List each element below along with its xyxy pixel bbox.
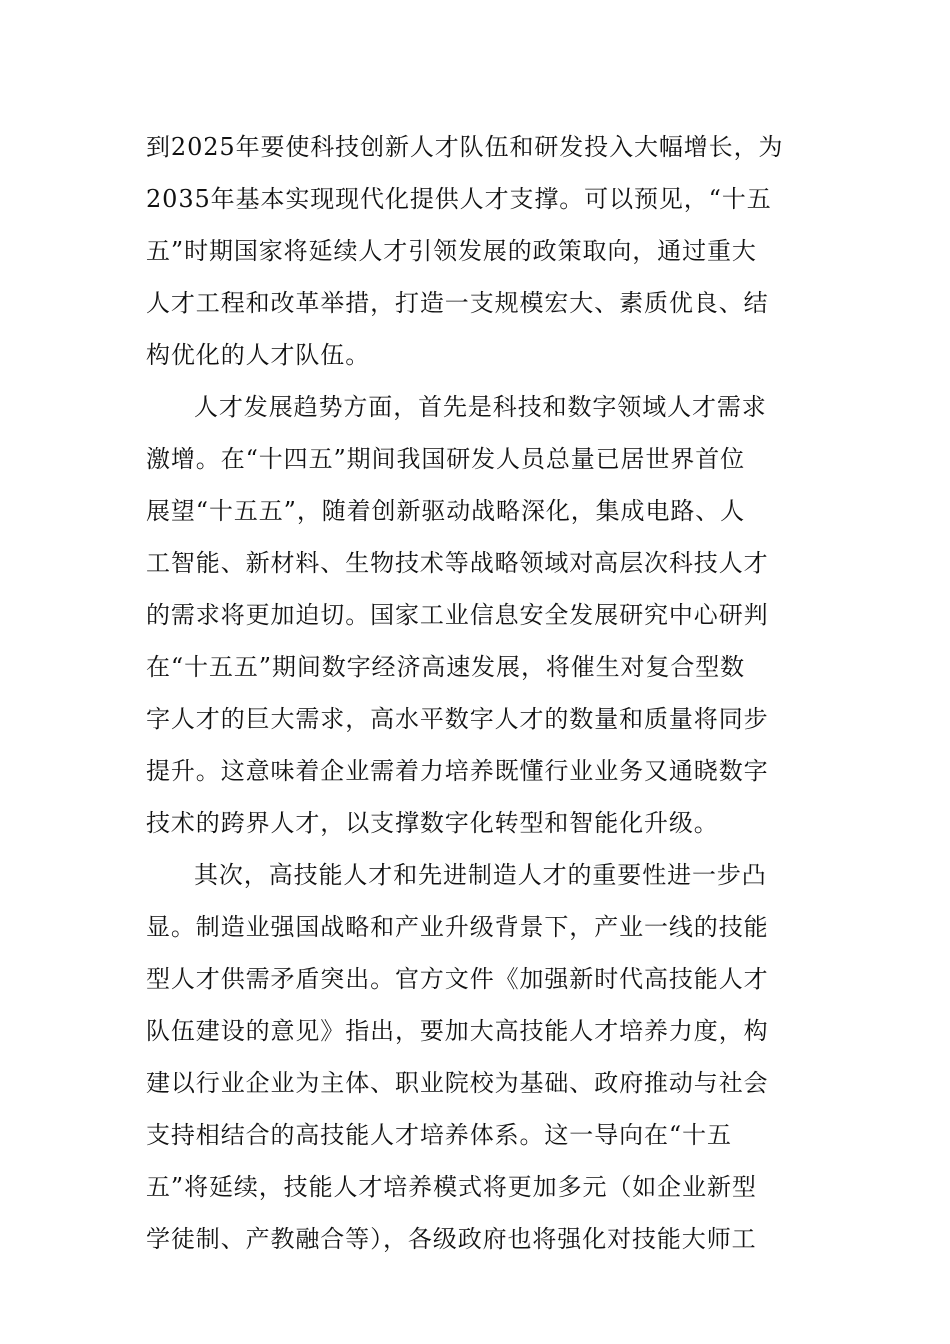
text-line: 的需求将更加迫切。国家工业信息安全发展研究中心研判 — [146, 601, 769, 629]
text-line: 展望“十五五”，随着创新驱动战略深化，集成电路、人 — [146, 497, 746, 525]
text-line: 技术的跨界人才，以支撑数字化转型和智能化升级。 — [146, 809, 719, 837]
text-line: 学徒制、产教融合等），各级政府也将强化对技能大师工 — [146, 1225, 757, 1253]
text-line: 提升。这意味着企业需着力培养既懂行业业务又通晓数字 — [146, 757, 769, 785]
text-line: 五”将延续，技能人才培养模式将更加多元（如企业新型 — [146, 1173, 757, 1201]
text-line: 人才工程和改革举措，打造一支规模宏大、素质优良、结 — [146, 289, 769, 317]
text-line: 型人才供需矛盾突出。官方文件《加强新时代高技能人才 — [146, 965, 769, 993]
text-line: 工智能、新材料、生物技术等战略领域对高层次科技人才 — [146, 549, 769, 577]
text-line: 字人才的巨大需求，高水平数字人才的数量和质量将同步 — [146, 705, 769, 733]
paragraph-start-line: 人才发展趋势方面，首先是科技和数字领域人才需求 — [194, 393, 767, 421]
text-line: 支持相结合的高技能人才培养体系。这一导向在“十五 — [146, 1121, 732, 1149]
text-line: 2035年基本实现现代化提供人才支撑。可以预见，“十五 — [146, 185, 772, 213]
paragraph-start-line: 其次，高技能人才和先进制造人才的重要性进一步凸 — [194, 861, 767, 889]
text-line: 五”时期国家将延续人才引领发展的政策取向，通过重大 — [146, 237, 757, 265]
text-line: 激增。在“十四五”期间我国研发人员总量已居世界首位 — [146, 445, 746, 473]
text-line: 构优化的人才队伍。 — [146, 341, 371, 369]
text-line: 建以行业企业为主体、职业院校为基础、政府推动与社会 — [146, 1069, 769, 1097]
text-line: 到2025年要使科技创新人才队伍和研发投入大幅增长，为 — [146, 133, 784, 161]
text-line: 队伍建设的意见》指出，要加大高技能人才培养力度，构 — [146, 1017, 769, 1045]
text-line: 显。制造业强国战略和产业升级背景下，产业一线的技能 — [146, 913, 769, 941]
text-line: 在“十五五”期间数字经济高速发展，将催生对复合型数 — [146, 653, 746, 681]
